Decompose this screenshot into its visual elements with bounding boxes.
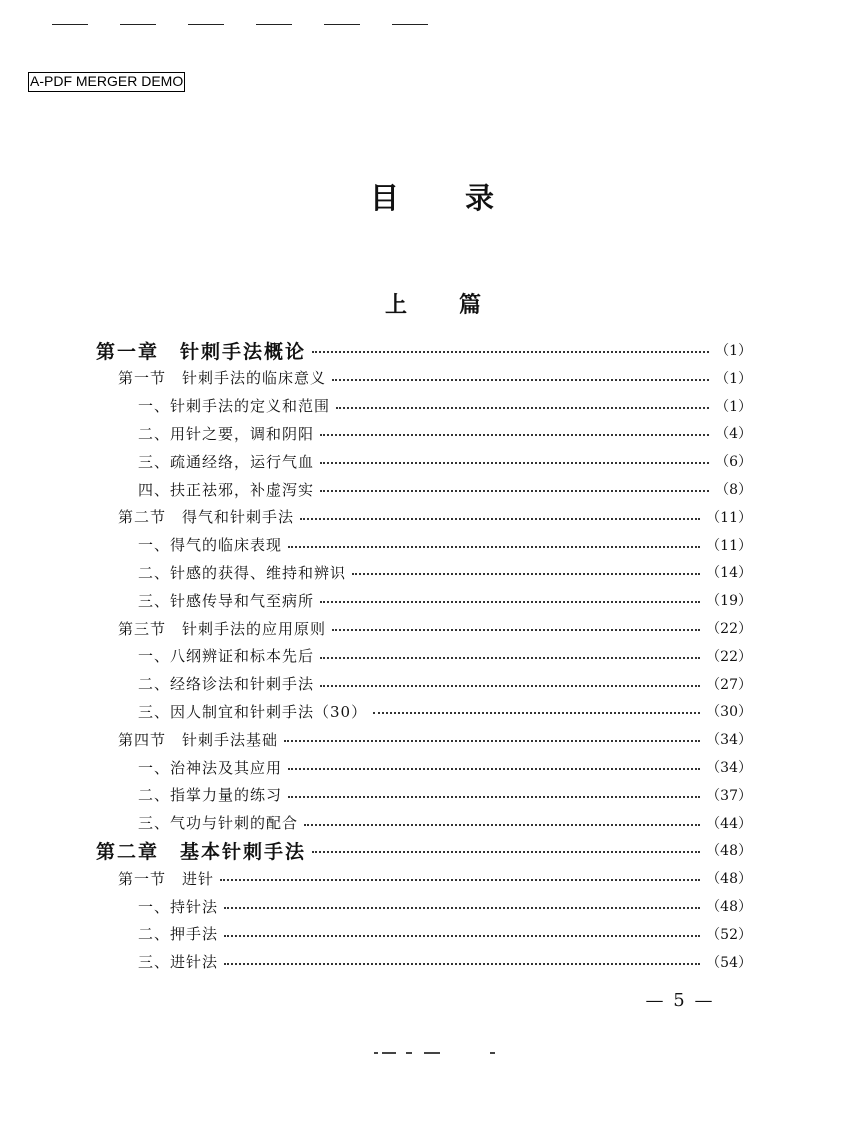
- toc-entry-label: 三、因人制宜和针刺手法（30）: [138, 702, 368, 721]
- dot-leader: [320, 601, 700, 603]
- dot-leader: [288, 768, 700, 770]
- dot-leader: [224, 935, 700, 937]
- toc-section-row[interactable]: [118, 615, 752, 641]
- toc-entry-label: 第四节 针刺手法基础: [118, 730, 279, 749]
- top-rule-dashes: [52, 24, 442, 26]
- toc-section-row[interactable]: [118, 504, 752, 530]
- toc-section-row[interactable]: [118, 865, 752, 891]
- watermark-label: A-PDF MERGER DEMO: [28, 72, 185, 92]
- toc-entry-label: 一、治神法及其应用: [138, 758, 283, 777]
- toc-entry-label: 第一节 针刺手法的临床意义: [118, 369, 327, 388]
- dot-leader: [332, 379, 709, 381]
- dot-leader: [320, 490, 709, 492]
- toc-item-row[interactable]: [138, 559, 752, 585]
- dot-leader: [284, 740, 700, 742]
- dot-leader: [312, 351, 709, 353]
- dot-leader: [320, 685, 700, 687]
- toc-page-number: （19）: [706, 593, 752, 610]
- toc-page-number: （27）: [706, 676, 752, 693]
- toc-entry-label: 三、疏通经络，运行气血: [138, 452, 315, 471]
- toc-page-number: （11）: [706, 537, 752, 554]
- page-number: — 5 —: [645, 990, 715, 1011]
- toc-chapter-row[interactable]: [96, 337, 752, 363]
- dash: [188, 24, 224, 25]
- dot-leader: [300, 518, 700, 520]
- dot-leader: [304, 824, 700, 826]
- dot-leader: [320, 657, 700, 659]
- dot-leader: [320, 462, 709, 464]
- title-char-right: 录: [465, 181, 497, 215]
- toc-page-number: （48）: [706, 843, 752, 860]
- toc-page-number: （11）: [706, 509, 752, 526]
- dash: [120, 24, 156, 25]
- toc-entry-label: 二、指掌力量的练习: [138, 786, 283, 805]
- toc-entry-label: 一、持针法: [138, 897, 219, 916]
- toc-entry-label: 二、针感的获得、维持和辨识: [138, 563, 347, 582]
- dot-leader: [288, 796, 700, 798]
- toc-page-number: （44）: [706, 815, 752, 832]
- dot-leader: [336, 407, 709, 409]
- toc-page-number: （54）: [706, 954, 752, 971]
- toc-chapter-row[interactable]: [96, 837, 752, 863]
- toc-item-row[interactable]: [138, 420, 752, 446]
- dot-leader: [288, 546, 700, 548]
- toc-section-row[interactable]: [118, 365, 752, 391]
- toc-item-row[interactable]: [138, 587, 752, 613]
- toc-entry-label: 第三节 针刺手法的应用原则: [118, 619, 327, 638]
- dot-leader: [224, 907, 700, 909]
- toc-page-number: （6）: [715, 454, 752, 471]
- toc-item-row[interactable]: [138, 671, 752, 697]
- toc-page-number: （30）: [706, 704, 752, 721]
- dot-leader: [373, 712, 700, 714]
- toc-entry-label: 一、得气的临床表现: [138, 536, 283, 555]
- toc-section-row[interactable]: [118, 726, 752, 752]
- toc-page-number: （1）: [715, 398, 752, 415]
- toc-item-row[interactable]: [138, 532, 752, 558]
- toc-entry-label: 二、用针之要，调和阴阳: [138, 424, 315, 443]
- toc-item-row[interactable]: [138, 754, 752, 780]
- toc-page-number: （34）: [706, 760, 752, 776]
- toc-item-row[interactable]: [138, 782, 752, 808]
- toc-entry-label: 三、进针法: [138, 953, 219, 972]
- dot-leader: [332, 629, 700, 631]
- toc-item-row[interactable]: [138, 448, 752, 474]
- toc-item-row[interactable]: [138, 476, 752, 502]
- toc-entry-label: 一、八纲辨证和标本先后: [138, 647, 315, 666]
- toc-page-number: （22）: [706, 648, 752, 665]
- toc-item-row[interactable]: [138, 393, 752, 419]
- toc-page-number: （52）: [706, 926, 752, 943]
- toc-item-row[interactable]: [138, 949, 752, 975]
- toc-entry-label: 第二节 得气和针刺手法: [118, 508, 295, 527]
- toc-entry-label: 二、押手法: [138, 925, 219, 944]
- toc-item-row[interactable]: [138, 921, 752, 947]
- title-char-left: 目: [369, 181, 401, 215]
- toc-page-number: （1）: [715, 343, 752, 359]
- dash: [256, 24, 292, 25]
- toc-entry-label: 二、经络诊法和针刺手法: [138, 675, 315, 694]
- page-title: [0, 176, 866, 217]
- toc-page-number: （14）: [706, 565, 752, 582]
- toc-page-number: （48）: [706, 899, 752, 915]
- toc-page-number: （22）: [706, 621, 752, 637]
- dot-leader: [224, 963, 700, 965]
- toc-entry-label: 第一章 针刺手法概论: [96, 340, 307, 363]
- dot-leader: [312, 851, 700, 853]
- dot-leader: [220, 879, 700, 881]
- toc-page-number: （34）: [706, 732, 752, 749]
- dash: [392, 24, 428, 25]
- toc-page-number: （8）: [715, 482, 752, 498]
- part-char-left: 上: [384, 292, 407, 318]
- toc-entry-label: 第二章 基本针刺手法: [96, 840, 307, 863]
- scan-specks: [372, 1052, 502, 1058]
- toc-entry-label: 一、针刺手法的定义和范围: [138, 397, 331, 416]
- dot-leader: [320, 434, 709, 436]
- toc-page-number: （4）: [715, 426, 752, 443]
- toc-entry-label: 第一节 进针: [118, 869, 215, 888]
- toc-entry-label: 四、扶正祛邪，补虚泻实: [138, 480, 315, 499]
- toc-page-number: （37）: [706, 787, 752, 804]
- toc-item-row[interactable]: [138, 643, 752, 669]
- toc-item-row[interactable]: [138, 810, 752, 836]
- part-heading: [0, 288, 866, 319]
- toc-entry-label: 三、针感传导和气至病所: [138, 591, 315, 610]
- dash: [52, 24, 88, 25]
- toc-item-row[interactable]: [138, 698, 752, 724]
- toc-page-number: （48）: [706, 871, 752, 888]
- dot-leader: [352, 573, 700, 575]
- part-char-right: 篇: [459, 292, 482, 318]
- toc-entry-label: 三、气功与针刺的配合: [138, 814, 299, 833]
- dash: [324, 24, 360, 25]
- toc-page-number: （1）: [715, 370, 752, 387]
- toc-item-row[interactable]: [138, 893, 752, 919]
